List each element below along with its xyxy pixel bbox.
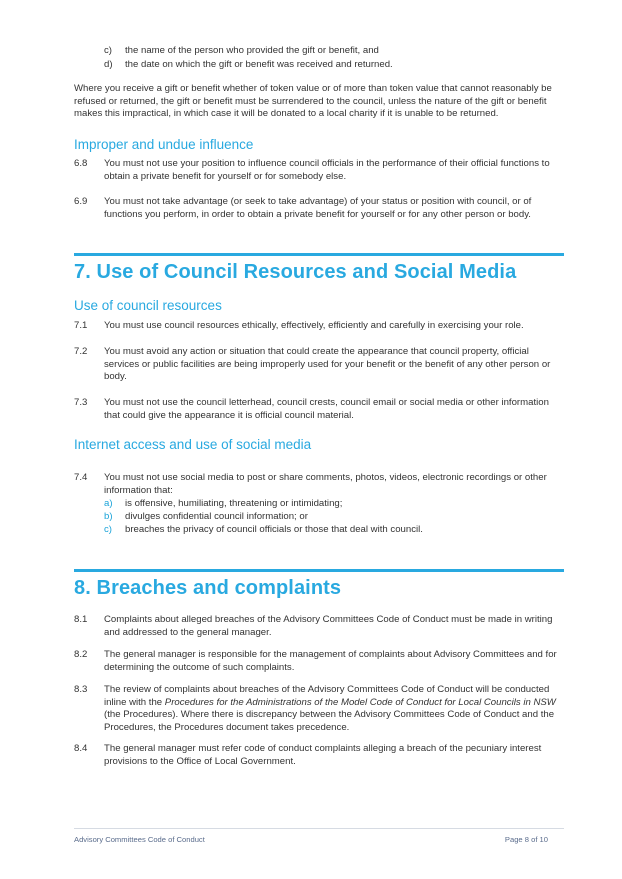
item-text: You must not take advantage (or seek to take advantage) of your status or position with council, or of functions you perform, in order to obtain a private benefit for yourself or for any other person or body. <box>104 196 532 220</box>
list-item: the date on which the gift or benefit was received and returned. <box>125 59 393 70</box>
footer-rule <box>74 828 564 829</box>
item-number: 7.1 <box>74 320 88 331</box>
section-title: 7. Use of Council Resources and Social Media <box>74 261 517 283</box>
procedures-title: Procedures for the Administrations of the Model Code of Conduct for Local Councils in NSW <box>164 696 556 708</box>
item-text: Complaints about alleged breaches of the Advisory Committees Code of Conduct must be made in writing and addressed to the general manager. <box>104 614 553 638</box>
section-rule <box>74 253 564 256</box>
item-number: 7.3 <box>74 397 88 408</box>
item-text: You must not use the council letterhead, council crests, council email or social media or other information that could give the appearance it is official council material. <box>104 397 549 421</box>
footer-document-title: Advisory Committees Code of Conduct <box>74 835 205 844</box>
item-text: The general manager must refer code of conduct complaints alleging a breach of the pecuniary interest provisions to the Office of Local Government. <box>104 743 542 767</box>
item-text-before: The review of complaints about breaches of the Advisory Committees Code of Conduct will be conducted inline with the <box>104 684 550 708</box>
item-number: 7.4 <box>74 472 88 483</box>
item-text <box>104 684 564 734</box>
item-number: 8.2 <box>74 649 88 660</box>
list-item-letter: c) <box>104 45 112 56</box>
item-number: 6.9 <box>74 196 88 207</box>
item-number: 8.4 <box>74 743 88 754</box>
list-item-letter: d) <box>104 59 113 70</box>
item-number: 8.3 <box>74 684 88 695</box>
list-item: the name of the person who provided the gift or benefit, and <box>125 45 379 56</box>
item-number: 6.8 <box>74 158 88 169</box>
list-item-letter: b) <box>104 511 113 522</box>
item-number: 7.2 <box>74 346 88 357</box>
item-text: You must use council resources ethically, effectively, efficiently and carefully in exercising your role. <box>104 320 524 331</box>
list-item: divulges confidential council information; or <box>125 511 308 522</box>
list-item-letter: a) <box>104 498 113 509</box>
item-text: You must avoid any action or situation that could create the appearance that council property, official services or public facilities are being improperly used for your benefit or the benefit of any other person or body. <box>104 346 551 383</box>
footer-page-number: Page 8 of 10 <box>504 835 548 844</box>
paragraph: Where you receive a gift or benefit whether of token value or of more than token value that cannot reasonably be refused or returned, the gift or benefit must be surrendered to the council, unless the nature of the gift or benefit makes this impractical, in which case it will be donated to a local charity if it is unable to be returned. <box>74 83 552 120</box>
section-title: 8. Breaches and complaints <box>74 577 342 599</box>
item-text-after: (the Procedures). Where there is discrepancy between the Advisory Committees Code of Conduct and the Procedures, the Procedures document takes precedence. <box>104 709 555 733</box>
list-item-letter: c) <box>104 524 112 535</box>
item-text: You must not use your position to influence council officials in the performance of their official functions to obtain a private benefit for yourself or for somebody else. <box>104 158 550 182</box>
list-item: breaches the privacy of council officials or those that deal with council. <box>125 524 423 535</box>
section-subheading: Internet access and use of social media <box>74 437 312 452</box>
item-number: 8.1 <box>74 614 88 625</box>
section-subheading: Use of council resources <box>74 298 222 313</box>
item-text: You must not use social media to post or share comments, photos, videos, electronic recordings or other information that: <box>104 472 547 496</box>
item-text: The general manager is responsible for the management of complaints about Advisory Committees and for determining the outcome of such complaints. <box>104 649 557 673</box>
section-subheading: Improper and undue influence <box>74 137 254 152</box>
list-item: is offensive, humiliating, threatening or intimidating; <box>125 498 343 509</box>
section-rule <box>74 569 564 572</box>
